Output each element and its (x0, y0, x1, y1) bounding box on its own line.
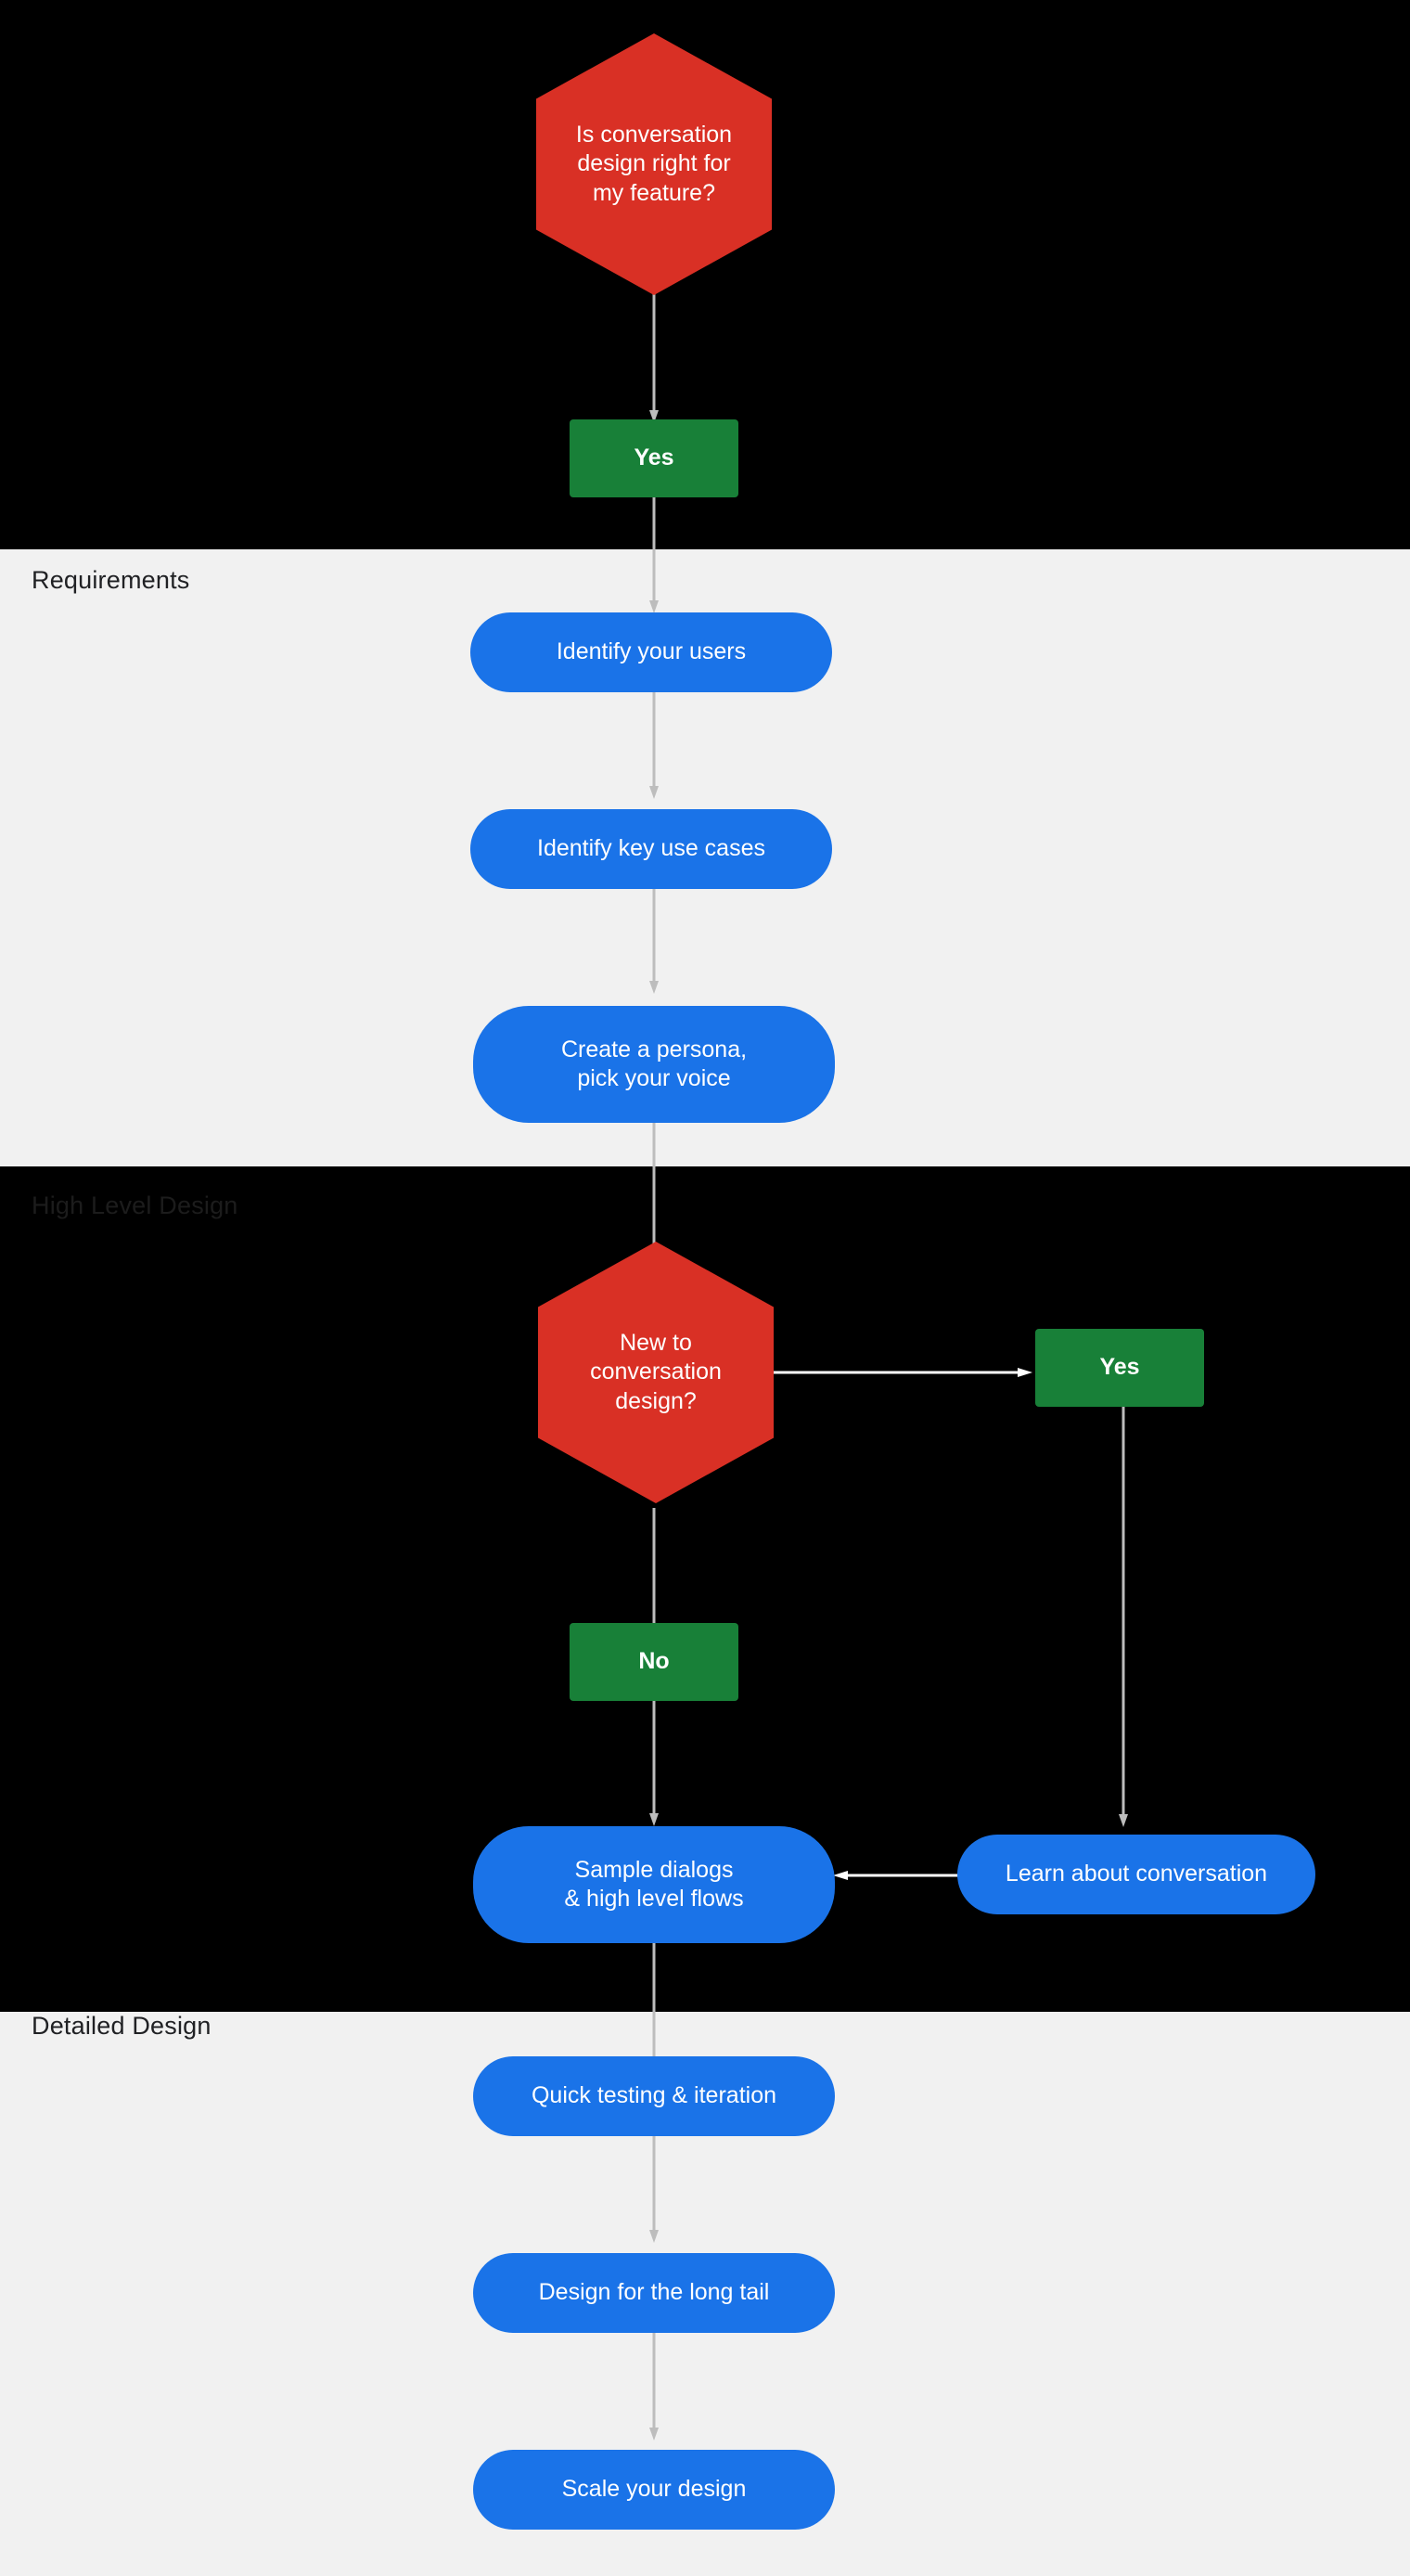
step-label-wrapper (564, 1856, 743, 1914)
answer-label: Yes (634, 444, 674, 471)
connector-decision2-to-no (649, 1508, 659, 1638)
step-create-persona-pick-voice[interactable] (473, 1006, 835, 1123)
step-label-wrapper (561, 1036, 747, 1094)
step-label: Learn about conversation (1005, 1861, 1268, 1887)
step-learn-about-conversation[interactable] (957, 1835, 1315, 1914)
decision-is-conversation-design-right[interactable] (536, 33, 772, 295)
step-identify-your-users[interactable] (470, 612, 832, 692)
connector-yes-to-identify-users (649, 497, 659, 613)
step-label: Quick testing & iteration (531, 2082, 776, 2109)
connector-learn-to-sample-dialogs (833, 1871, 958, 1880)
step-label: Identify key use cases (537, 835, 765, 862)
step-label-line2: pick your voice (577, 1065, 731, 1091)
connector-quick-testing-to-long-tail (649, 2136, 659, 2243)
step-label-line1: Sample dialogs (574, 1856, 734, 1883)
step-label: Design for the long tail (538, 2279, 770, 2306)
connector-users-to-usecases (649, 692, 659, 799)
step-label-line2: & high level flows (564, 1886, 744, 1912)
connector-long-tail-to-scale (649, 2333, 659, 2441)
answer-no[interactable] (570, 1623, 738, 1701)
step-design-for-long-tail[interactable] (473, 2253, 835, 2333)
section-label-detailed-design: Detailed Design (32, 2012, 212, 2040)
step-scale-your-design[interactable] (473, 2450, 835, 2530)
connector-yes-right-to-learn (1119, 1405, 1128, 1827)
step-label-line1: Create a persona, (560, 1036, 748, 1063)
section-label-high-level-design: High Level Design (32, 1191, 238, 1219)
connector-decision1-to-yes (649, 293, 659, 423)
answer-yes-right[interactable] (1035, 1329, 1204, 1407)
connector-usecases-to-persona (649, 889, 659, 994)
section-label-requirements: Requirements (32, 566, 190, 594)
connector-no-to-sample-dialogs (649, 1701, 659, 1826)
step-quick-testing-iteration[interactable] (473, 2056, 835, 2136)
decision-label: New to conversation design? (590, 1330, 722, 1414)
answer-label: Yes (1099, 1354, 1140, 1381)
connector-decision2-to-yes-right (773, 1368, 1032, 1377)
step-sample-dialogs-high-level-flows[interactable] (473, 1826, 835, 1943)
answer-yes-top[interactable] (570, 419, 738, 497)
step-label: Identify your users (556, 638, 747, 665)
answer-label: No (638, 1648, 670, 1675)
decision-new-to-conversation-design[interactable] (538, 1242, 774, 1503)
step-label: Scale your design (561, 2476, 747, 2503)
decision-label: Is conversation design right for my feature? (575, 122, 733, 206)
step-identify-key-use-cases[interactable] (470, 809, 832, 889)
